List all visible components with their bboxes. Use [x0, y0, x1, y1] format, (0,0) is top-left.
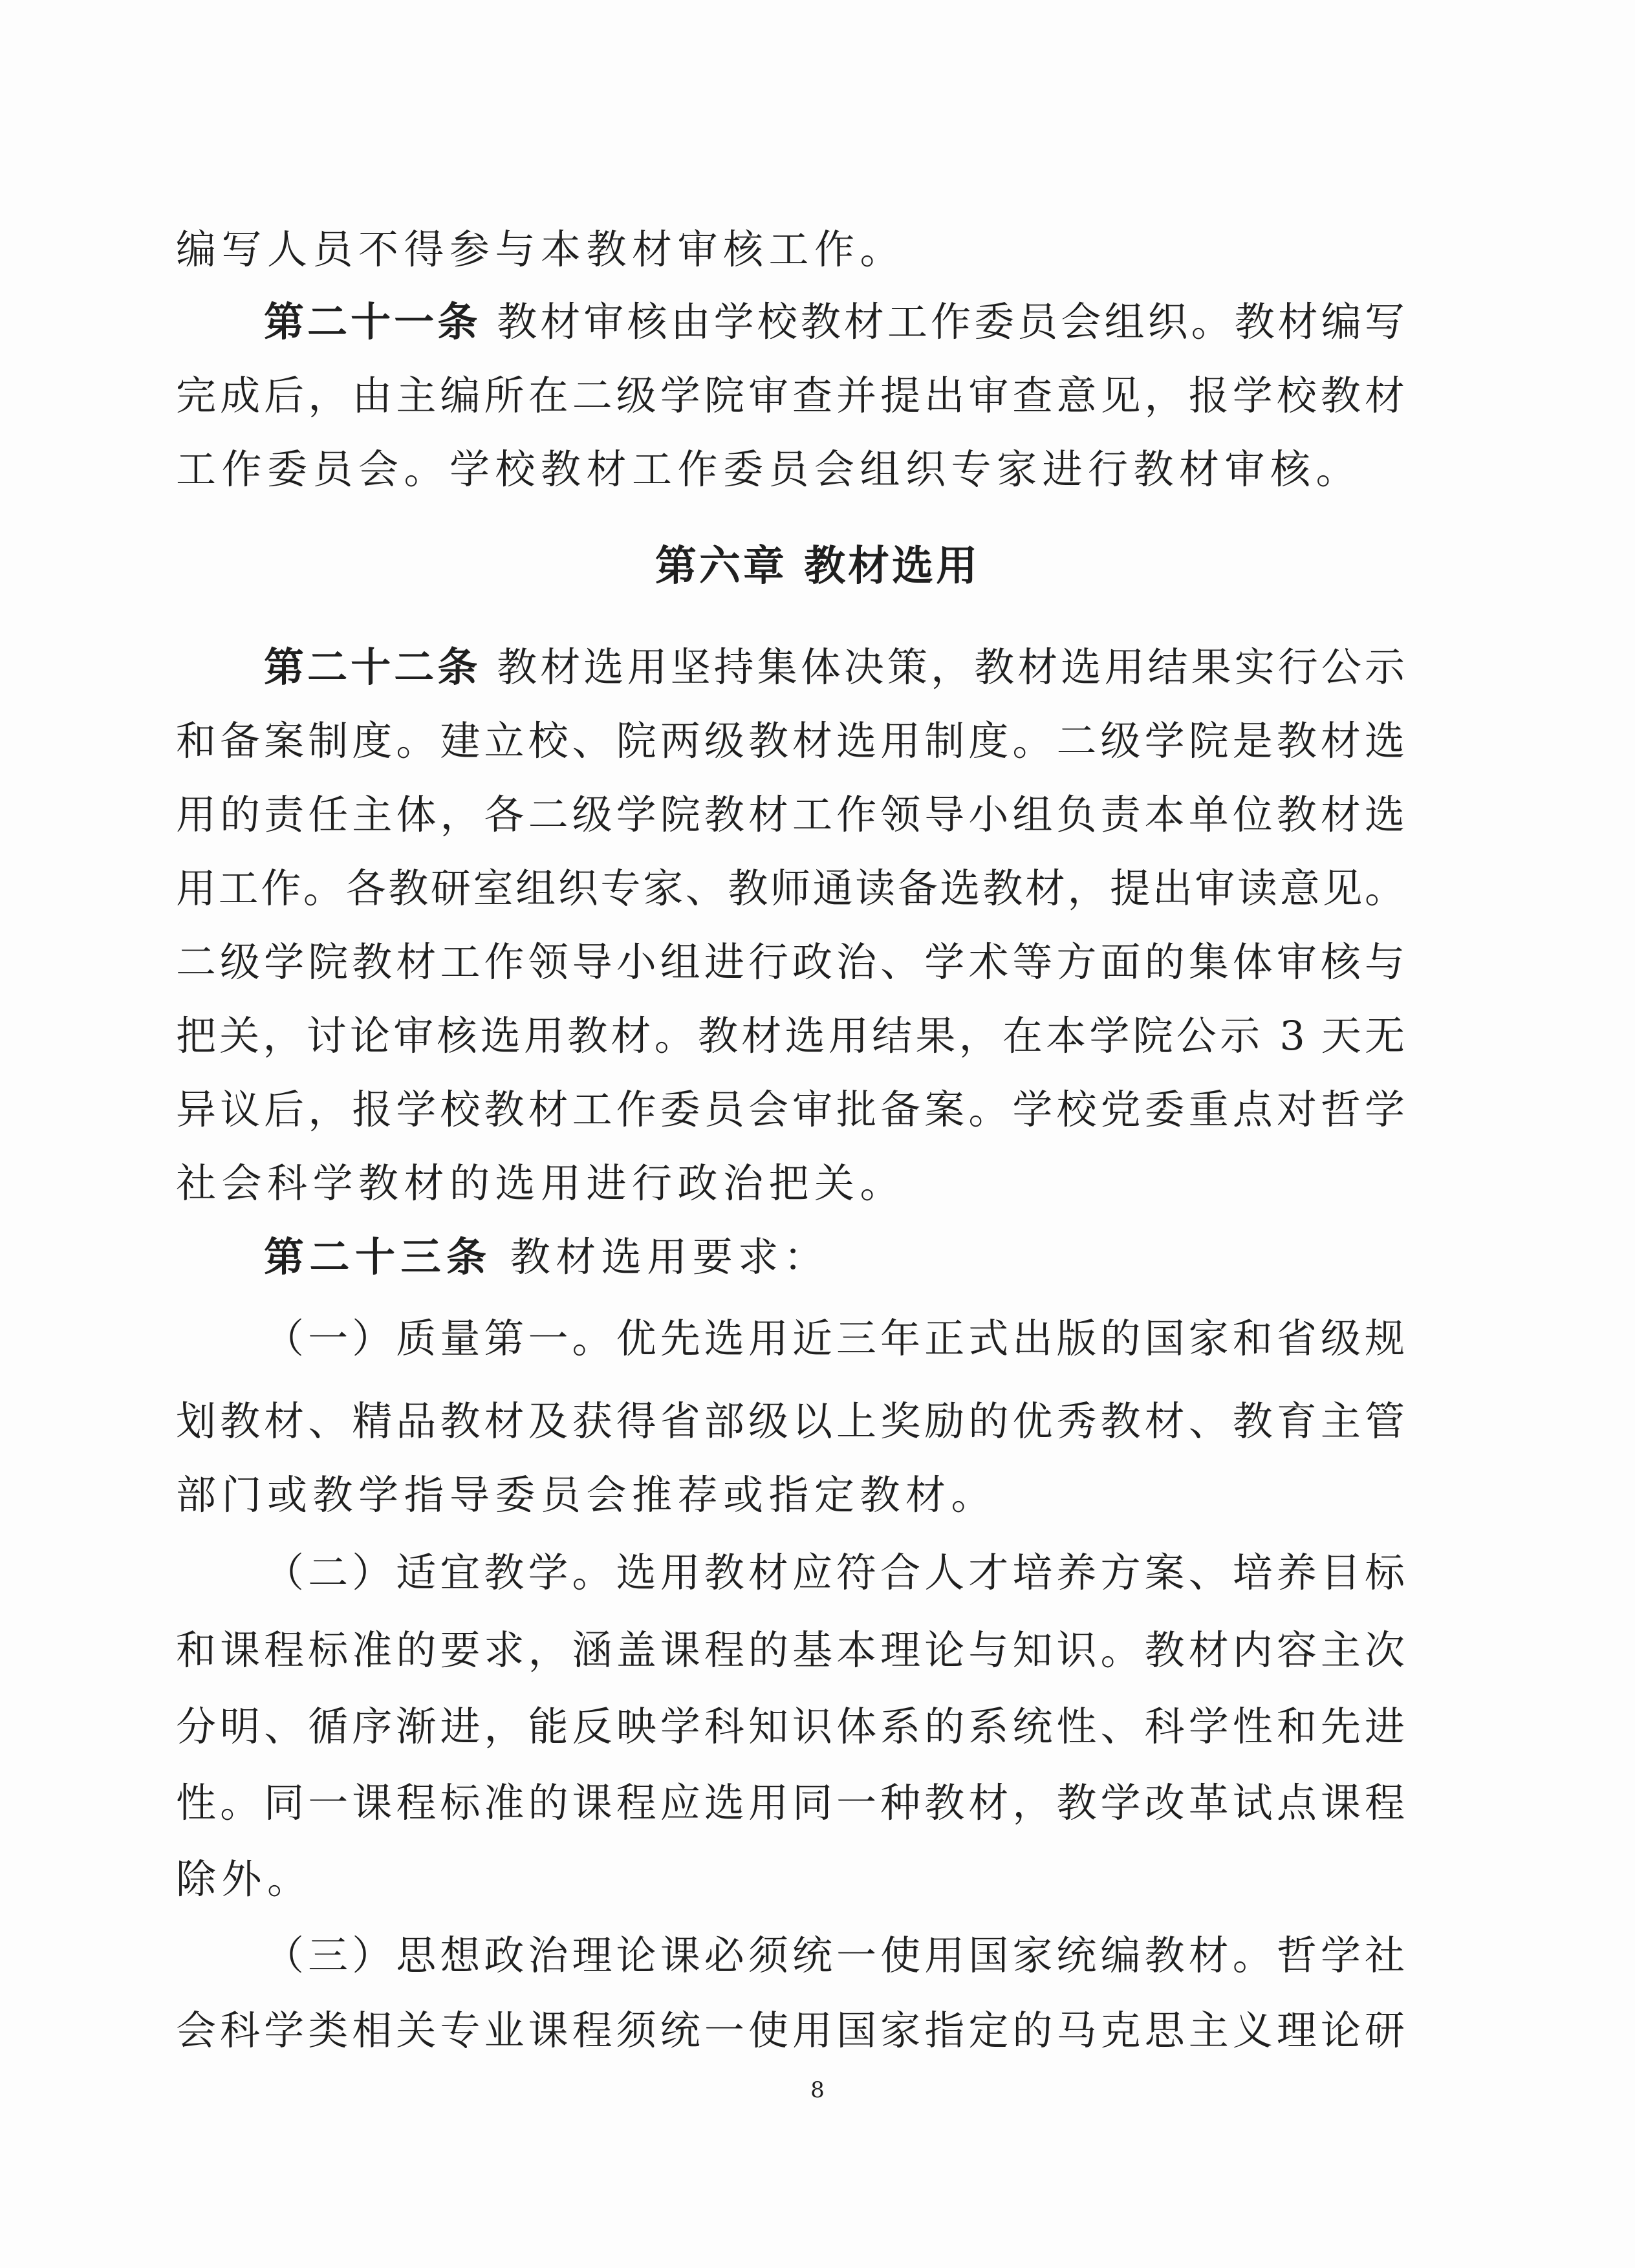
paragraph-line: 会科学类相关专业课程须统一使用国家指定的马克思主义理论研 — [176, 2007, 1405, 2054]
paragraph-line: 把关，讨论审核选用教材。教材选用结果，在本学院公示 3 天无 — [176, 1012, 1405, 1059]
paragraph-line: 和备案制度。建立校、院两级教材选用制度。二级学院是教材选 — [176, 717, 1405, 764]
article-21-line: 第二十一条 教材审核由学校教材工作委员会组织。教材编写 — [264, 298, 1405, 345]
chapter-title: 第六章 教材选用 — [655, 543, 980, 590]
article-heading: 第二十三条 — [264, 1233, 492, 1280]
clause-1-line: （一）质量第一。优先选用近三年正式出版的国家和省级规 — [264, 1315, 1405, 1362]
paragraph-line: 工作委员会。学校教材工作委员会组织专家进行教材审核。 — [176, 446, 1362, 493]
paragraph-line: 二级学院教材工作领导小组进行政治、学术等方面的集体审核与 — [176, 938, 1405, 986]
paragraph-line: 性。同一课程标准的课程应选用同一种教材，教学改革试点课程 — [176, 1779, 1405, 1826]
paragraph-line: 部门或教学指导委员会推荐或指定教材。 — [176, 1471, 997, 1518]
page-number: 8 — [810, 2077, 825, 2103]
article-22-line: 第二十二条 教材选用坚持集体决策，教材选用结果实行公示 — [264, 643, 1405, 691]
paragraph-line: 除外。 — [176, 1855, 313, 1903]
paragraph-line: 和课程标准的要求，涵盖课程的基本理论与知识。教材内容主次 — [176, 1626, 1405, 1674]
paragraph-line: 编写人员不得参与本教材审核工作。 — [176, 226, 906, 273]
paragraph-line: 分明、循序渐进，能反映学科知识体系的系统性、科学性和先进 — [176, 1703, 1405, 1750]
article-heading: 第二十一条 — [264, 298, 481, 345]
paragraph-line: 完成后，由主编所在二级学院审查并提出审查意见，报学校教材 — [176, 372, 1405, 419]
paragraph-line: 社会科学教材的选用进行政治把关。 — [176, 1160, 906, 1207]
clause-3-line: （三）思想政治理论课必须统一使用国家统编教材。哲学社 — [264, 1932, 1405, 1979]
paragraph-line: 用工作。各教研室组织专家、教师通读备选教材，提出审读意见。 — [176, 865, 1405, 912]
article-heading: 第二十二条 — [264, 643, 481, 691]
clause-2-line: （二）适宜教学。选用教材应符合人才培养方案、培养目标 — [264, 1549, 1405, 1596]
paragraph-line: 异议后，报学校教材工作委员会审批备案。学校党委重点对哲学 — [176, 1086, 1405, 1133]
paragraph-line: 划教材、精品教材及获得省部级以上奖励的优秀教材、教育主管 — [176, 1398, 1405, 1445]
paragraph-line: 用的责任主体，各二级学院教材工作领导小组负责本单位教材选 — [176, 791, 1405, 838]
article-23-line: 第二十三条 教材选用要求： — [264, 1233, 830, 1280]
